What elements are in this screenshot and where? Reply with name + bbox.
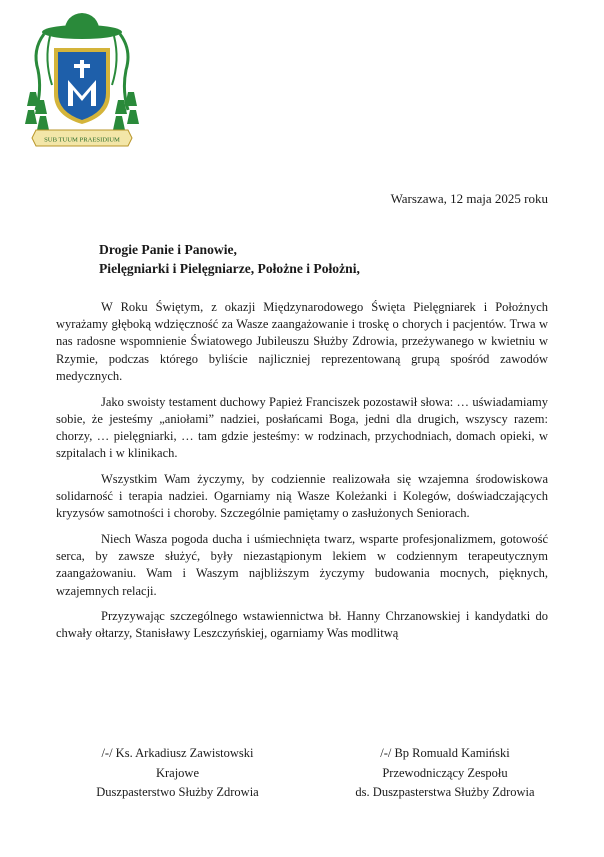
- paragraph-2: Jako swoisty testament duchowy Papież Franciszek pozostawił słowa: … uświadamiamy sobie, że jesteśmy „aniołami” nadziei, posłańcami Boga, jedni dla drugich, wszyscy razem: chorzy, … pielęgniarki, … tam gdzie jesteśmy: w rodzinach, przychodniach, domach opieki, w szpitalach i w klinikach.: [56, 394, 548, 461]
- greeting-line-2: Pielęgniarki i Pielęgniarze, Położne i Położni,: [99, 261, 360, 276]
- left-tassels: [25, 92, 49, 130]
- paragraph-4: Niech Wasza pogoda ducha i uśmiechnięta twarz, wsparte profesjonalizmem, gotowość serca, by zawsze służyć, były niezastąpionym lekiem w codziennym terapeutycznym zaangażowaniu. Wam i Waszym najbliższym życzymy budowania mocnych, pięknych, wzajemnych relacji.: [56, 531, 548, 598]
- motto-text: SUB TUUM PRAESIDIUM: [44, 136, 120, 144]
- paragraph-1: W Roku Świętym, z okazji Międzynarodowego Święta Pielęgniarek i Położnych wyrażamy głęboką wdzięczność za Wasze zaangażowanie i troskę o chorych i pacjentów. Trwa w nas radosne wspomnienie Światowego Jubileuszu Służby Zdrowia, przeżywanego w kwietniu w Rzymie, podczas którego byliście najliczniej reprezentowaną grupą spośród zawodów medycznych.: [56, 300, 548, 383]
- paragraph-5: Przyzywając szczególnego wstawiennictwa bł. Hanny Chrzanowskiej i kandydatki do chwały ołtarzy, Stanisławy Leszczyńskiej, ogarniamy Was modlitwą: [56, 609, 548, 641]
- date-line: Warszawa, 12 maja 2025 roku: [390, 191, 548, 206]
- signature-right-name: /-/ Bp Romuald Kamiński: [380, 746, 510, 760]
- coat-of-arms: [22, 10, 142, 150]
- letter-body: [56, 299, 548, 651]
- paragraph-3: Wszystkim Wam życzymy, by codziennie realizowała się wzajemna środowiskowa solidarność i terapia nadziei. Ogarniamy nią Wasze Koleżanki i Kolegów, doświadczających kryzysów samotności i choroby. Szczególnie pamiętamy o zasłużonych Seniorach.: [56, 471, 548, 521]
- cross-icon: [80, 60, 84, 78]
- signature-left-org: Duszpasterstwo Służby Zdrowia: [96, 785, 259, 799]
- galero-crown: [64, 13, 100, 32]
- signature-left-title: Krajowe: [155, 765, 200, 780]
- signature-left-name: /-/ Ks. Arkadiusz Zawistowski: [101, 746, 254, 760]
- signature-right: [330, 744, 560, 803]
- signature-left: [70, 744, 285, 803]
- greeting-line-1: Drogie Panie i Panowie,: [99, 242, 237, 257]
- greeting: [99, 240, 360, 278]
- signature-right-title: Przewodniczący Zespołu: [382, 765, 508, 780]
- signature-right-org: ds. Duszpasterstwa Służby Zdrowia: [355, 785, 535, 799]
- coat-of-arms-graphic: [22, 10, 142, 150]
